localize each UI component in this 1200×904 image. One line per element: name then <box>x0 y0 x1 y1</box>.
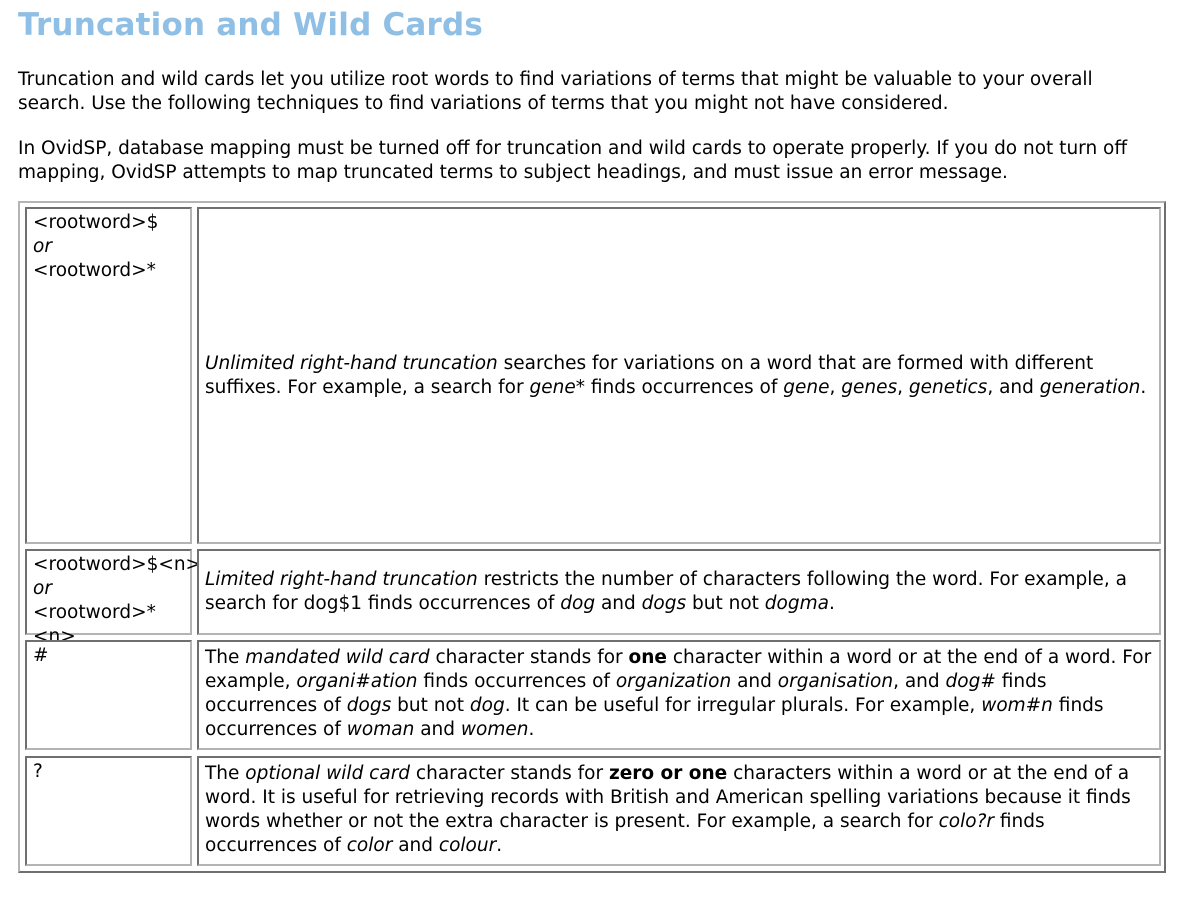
term-emphasis: Unlimited right-hand truncation <box>205 352 498 374</box>
description-cell-unlimited-truncation <box>197 207 1161 544</box>
term-emphasis: optional wild card <box>245 763 411 784</box>
example-term: colo?r <box>938 811 995 832</box>
description-cell-mandated-wild-card <box>197 640 1161 750</box>
description-fragment: character stands for <box>410 763 609 784</box>
term-emphasis: mandated wild card <box>245 647 430 668</box>
syntax-text: <rootword>*<n> <box>33 602 156 647</box>
example-term: women <box>460 719 529 740</box>
example-term: woman <box>346 719 415 740</box>
description-fragment: , <box>829 376 842 398</box>
page <box>0 0 1200 185</box>
example-term: wom#n <box>981 695 1053 716</box>
description-fragment: and <box>595 593 642 614</box>
example-term: color <box>346 835 393 856</box>
description-fragment: character stands for <box>429 647 629 668</box>
syntax-or: or <box>33 236 52 257</box>
description-fragment: finds occurrences of <box>205 811 1045 856</box>
example-term: gene <box>783 376 830 398</box>
description-fragment: The <box>205 763 246 784</box>
syntax-text: ? <box>33 761 43 782</box>
description-fragment: finds occurrences of <box>205 671 1047 716</box>
description-fragment: , <box>897 376 909 398</box>
example-term: dogs <box>346 695 392 716</box>
example-term: dog <box>560 593 596 614</box>
description-fragment: . <box>828 593 835 614</box>
description-fragment: , and <box>893 671 946 692</box>
example-term: dog <box>469 695 505 716</box>
description-fragment: and <box>414 719 461 740</box>
syntax-table <box>18 201 1166 873</box>
syntax-text: # <box>33 645 49 666</box>
example-term: dogs <box>641 593 687 614</box>
description-fragment: . <box>528 719 535 740</box>
description-fragment: but not <box>391 695 470 716</box>
description-text <box>205 646 1153 742</box>
intro-paragraph: Truncation and wild cards let you utilize root words to find variations of terms that might be valuable to your overall search. Use the following techniques to find variations of terms that you might not have considered. <box>18 69 1093 114</box>
description-fragment: . <box>1140 376 1147 398</box>
description-fragment: and <box>731 671 778 692</box>
description-fragment: The <box>205 647 246 668</box>
description-text <box>205 568 1153 616</box>
bold-emphasis: zero or one <box>608 763 728 784</box>
description-fragment: finds occurrences of <box>205 695 1104 740</box>
example-term: organization <box>615 671 732 692</box>
syntax-text: <rootword>$ <box>33 212 159 233</box>
description-fragment: character within a word or at the end of a word. For example, <box>205 647 1152 692</box>
example-term: dog# <box>945 671 996 692</box>
description-fragment: but not <box>686 593 765 614</box>
description-text <box>205 762 1153 858</box>
description-text <box>205 352 1153 400</box>
description-fragment: , and <box>987 376 1040 398</box>
example-term: colour <box>438 835 497 856</box>
description-fragment: characters within a word or at the end of a word. It is useful for retrieving records with British and American spelling variations because it finds words whether or not the extra character is present. For example, a search for <box>205 763 1131 832</box>
bold-emphasis: one <box>628 647 667 668</box>
page-title: Truncation and Wild Cards <box>18 7 484 43</box>
syntax-text: <rootword>$<n> <box>33 554 202 575</box>
example-term: generation <box>1039 376 1141 398</box>
syntax-cell-optional-wild-card <box>25 756 192 866</box>
description-fragment: . It can be useful for irregular plurals. For example, <box>504 695 982 716</box>
description-fragment: finds occurrences of <box>417 671 616 692</box>
description-cell-optional-wild-card <box>197 756 1161 866</box>
description-fragment: finds occurrences of <box>584 376 784 398</box>
example-term: organi#ation <box>296 671 418 692</box>
example-term: organisation <box>777 671 894 692</box>
mapping-note-paragraph: In OvidSP, database mapping must be turned off for truncation and wild cards to operate properly. If you do not turn off mapping, OvidSP attempts to map truncated terms to subject headings, and must issue an error message. <box>18 138 1128 183</box>
example-term: genetics <box>908 376 988 398</box>
syntax-cell-unlimited-truncation <box>25 207 192 544</box>
description-fragment: and <box>392 835 439 856</box>
term-emphasis: Limited right-hand truncation <box>205 569 478 590</box>
syntax-or: or <box>33 578 52 599</box>
description-cell-limited-truncation <box>197 549 1161 635</box>
description-fragment: . <box>496 835 503 856</box>
description-fragment: restricts the number of characters following the word. For example, a search for dog$1 finds occurrences of <box>205 569 1127 614</box>
description-fragment: searches for variations on a word that are formed with different suffixes. For example, a search for <box>205 352 1094 398</box>
syntax-cell-limited-truncation <box>25 549 202 647</box>
example-term: gene* <box>529 376 585 398</box>
example-term: genes <box>841 376 898 398</box>
syntax-cell-mandated-wild-card <box>25 640 192 750</box>
example-term: dogma <box>764 593 829 614</box>
syntax-text: <rootword>* <box>33 260 156 281</box>
